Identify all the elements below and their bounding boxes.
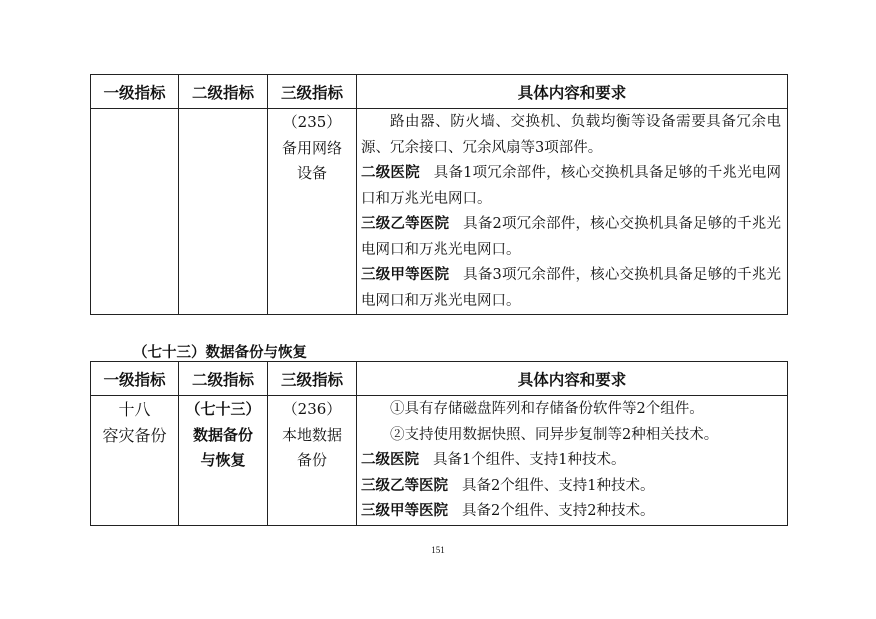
level2-cell <box>179 396 268 526</box>
level3-cell <box>268 396 357 526</box>
header-level3: 三级指标 <box>268 362 357 396</box>
indicator-table-236 <box>90 361 788 526</box>
requirement-level <box>361 161 781 212</box>
page-number: 151 <box>431 545 445 555</box>
requirement-level <box>361 212 781 263</box>
table-row <box>91 109 788 315</box>
hospital-level-label: 二级医院 <box>361 452 419 468</box>
level2-name: 数据备份 <box>192 425 253 444</box>
level1-cell <box>91 109 179 315</box>
header-content: 具体内容和要求 <box>357 362 788 396</box>
level2-name: 与恢复 <box>200 451 246 469</box>
requirement-level <box>361 263 781 314</box>
table-row <box>91 396 788 526</box>
level3-code: （236） <box>282 400 342 418</box>
header-level3: 三级指标 <box>268 75 357 109</box>
hospital-level-text: 具备3项冗余部件，核心交换机具备足够的千兆光电网口和万兆光电网口。 <box>361 267 781 309</box>
hospital-level-text: 具备2个组件、支持2种技术。 <box>462 503 655 519</box>
header-level1: 一级指标 <box>91 75 179 109</box>
requirement-level <box>361 474 781 500</box>
hospital-level-text: 具备2项冗余部件，核心交换机具备足够的千兆光电网口和万兆光电网口。 <box>361 216 781 258</box>
level1-number: 十八 <box>118 400 151 419</box>
header-content: 具体内容和要求 <box>357 75 788 109</box>
hospital-level-label: 三级甲等医院 <box>361 503 448 519</box>
table-header-row <box>91 362 788 396</box>
level3-cell <box>268 109 357 315</box>
level3-code: （235） <box>282 113 342 131</box>
hospital-level-text: 具备1项冗余部件，核心交换机具备足够的千兆光电网口和万兆光电网口。 <box>361 165 781 207</box>
level2-cell <box>179 109 268 315</box>
section-title: （七十三）数据备份与恢复 <box>133 345 307 361</box>
requirement-intro: 路由器、防火墙、交换机、负载均衡等设备需要具备冗余电源、冗余接口、冗余风扇等3项部件。 <box>361 114 781 156</box>
level1-name: 容灾备份 <box>102 425 167 445</box>
level2-code: （七十三） <box>185 400 261 418</box>
requirement-item: ①具有存储磁盘阵列和存储备份软件等2个组件。 <box>390 401 704 417</box>
table-header-row <box>91 75 788 109</box>
level1-cell <box>91 396 179 526</box>
hospital-level-label: 三级乙等医院 <box>361 216 450 232</box>
hospital-level-label: 二级医院 <box>361 165 420 181</box>
header-level2: 二级指标 <box>179 362 268 396</box>
hospital-level-text: 具备1个组件、支持1种技术。 <box>433 452 626 468</box>
header-level2: 二级指标 <box>179 75 268 109</box>
level3-name: 设备 <box>296 164 327 182</box>
requirement-item: ②支持使用数据快照、同异步复制等2种相关技术。 <box>390 426 719 443</box>
level3-name: 本地数据 <box>281 425 342 444</box>
requirement-level <box>361 448 781 474</box>
hospital-level-label: 三级甲等医院 <box>361 267 450 283</box>
requirement-level <box>361 499 781 525</box>
hospital-level-text: 具备2个组件、支持1种技术。 <box>462 477 655 494</box>
level3-name: 备用网络 <box>281 138 342 157</box>
level3-name: 备份 <box>296 451 327 469</box>
requirements-cell <box>357 396 788 526</box>
header-level1: 一级指标 <box>91 362 179 396</box>
requirements-cell <box>357 109 788 315</box>
hospital-level-label: 三级乙等医院 <box>361 477 448 494</box>
indicator-table-235 <box>90 74 788 315</box>
